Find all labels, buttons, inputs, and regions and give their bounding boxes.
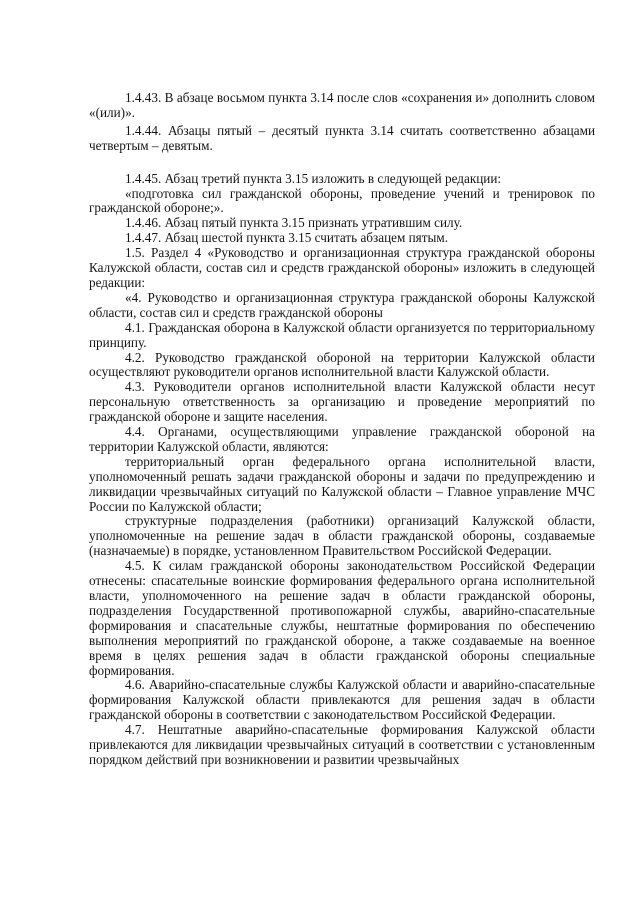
paragraph-1-4-43: 1.4.43. В абзаце восьмом пункта 3.14 после слов «сохранения и» дополнить словом «(или)». bbox=[89, 90, 595, 120]
paragraph-quote-training: «подготовка сил гражданской обороны, проведение учений и тренировок по гражданской обороне;». bbox=[89, 185, 595, 216]
paragraph-1-4-46: 1.4.46. Абзац пятый пункта 3.15 признать утратившим силу. bbox=[125, 215, 463, 231]
paragraph-1-4-44: 1.4.44. Абзацы пятый – десятый пункта 3.14 считать соответственно абзацами четвертым – девятым. bbox=[89, 122, 595, 153]
paragraph-4-3: 4.3. Руководители органов исполнительной власти Калужской области несут персональную ответственность за организацию и проведение мероприятий по гражданской обороне и защите населения. bbox=[89, 379, 595, 425]
paragraph-4-7: 4.7. Нештатные аварийно-спасательные формирования Калужской области привлекаются для ликвидации чрезвычайных ситуаций в соответствии с установленным порядком действий при возникновении и развитии чрезвычайных bbox=[89, 722, 595, 767]
paragraph-4-5: 4.5. К силам гражданской обороны законодательством Российской Федерации отнесены: спасательные воинские формирования федерального органа исполнительной власти, уполномоченного на решение задач в области гражданской обороны, подразделения Государственной противопожарной службы, аварийно-спасательные формирования и спасательные службы, нештатные формирования по обеспечению выполнения мероприятий по гражданской обороне, а также создаваемые на военное время в целях решения задач в области гражданской обороны специальные формирования. bbox=[89, 558, 595, 678]
paragraph-4-6: 4.6. Аварийно-спасательные службы Калужской области и аварийно-спасательные формирования Калужской области привлекаются для решения задач в области гражданской обороны в соответствии с законодательством Российской Федерации. bbox=[89, 677, 595, 723]
paragraph-4-2: 4.2. Руководство гражданской обороной на территории Калужской области осуществляют руководители органов исполнительной власти Калужской области. bbox=[89, 349, 595, 380]
paragraph-territorial-body: территориальный орган федерального органа исполнительной власти, уполномоченный решать задачи гражданской обороны и задачи по предупреждению и ликвидации чрезвычайных ситуаций по Калужской области – Главное управление МЧС России по Калужской области; bbox=[89, 453, 595, 514]
paragraph-1-4-47: 1.4.47. Абзац шестой пункта 3.15 считать абзацем пятым. bbox=[125, 230, 449, 246]
paragraph-structural-units: структурные подразделения (работники) организаций Калужской области, уполномоченные на решение задач в области гражданской обороны, создаваемые (назначаемые) в порядке, установленном Правительством Российской Федерации. bbox=[89, 513, 595, 559]
paragraph-4-1: 4.1. Гражданская оборона в Калужской области организуется по территориальному принципу. bbox=[89, 319, 595, 350]
document-body bbox=[89, 91, 595, 768]
paragraph-section-4-heading: «4. Руководство и организационная структура гражданской обороны Калужской области, состав сил и средств гражданской обороны bbox=[89, 289, 595, 320]
paragraph-1-5: 1.5. Раздел 4 «Руководство и организационная структура гражданской обороны Калужской области, состав сил и средств гражданской обороны» изложить в следующей редакции: bbox=[89, 245, 595, 290]
paragraph-4-4: 4.4. Органами, осуществляющими управление гражданской обороной на территории Калужской области, являются: bbox=[89, 424, 595, 454]
paragraph-1-4-45: 1.4.45. Абзац третий пункта 3.15 изложить в следующей редакции: bbox=[125, 170, 502, 186]
